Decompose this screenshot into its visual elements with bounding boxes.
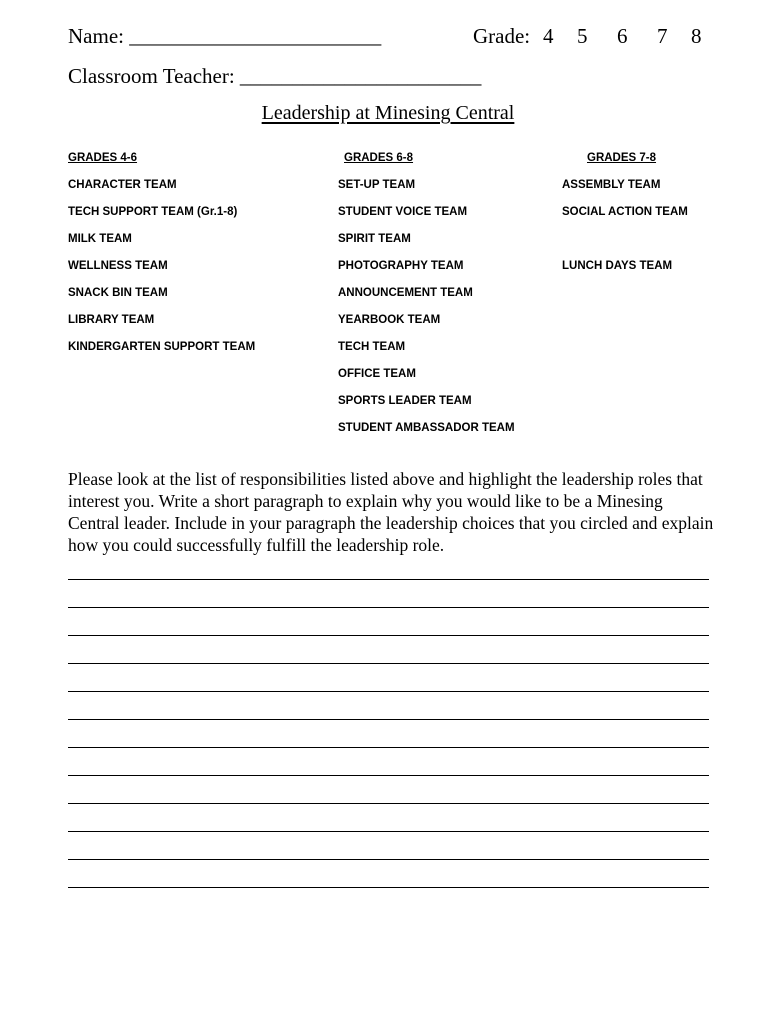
team-item[interactable]: OFFICE TEAM [338,368,416,380]
writing-line[interactable] [68,859,709,860]
page-title: Leadership at Minesing Central [261,102,515,124]
writing-line[interactable] [68,663,709,664]
team-item[interactable]: WELLNESS TEAM [68,260,168,272]
team-item[interactable]: ANNOUNCEMENT TEAM [338,287,473,299]
column-heading-grades-6-8: GRADES 6-8 [344,152,414,164]
grade-option-6[interactable]: 6 [617,24,628,48]
grade-option-8[interactable]: 8 [691,24,702,48]
column-heading-grades-7-8: GRADES 7-8 [587,152,657,164]
team-item[interactable]: CHARACTER TEAM [68,179,177,191]
team-item[interactable]: SOCIAL ACTION TEAM [562,206,688,218]
writing-line[interactable] [68,635,709,636]
writing-line[interactable] [68,719,709,720]
team-item[interactable]: LIBRARY TEAM [68,314,155,326]
grade-option-7[interactable]: 7 [657,24,668,48]
writing-line[interactable] [68,579,709,580]
team-item[interactable]: ASSEMBLY TEAM [562,179,661,191]
team-item[interactable]: STUDENT VOICE TEAM [338,206,468,218]
team-item[interactable]: YEARBOOK TEAM [338,314,441,326]
team-item[interactable]: LUNCH DAYS TEAM [562,260,673,272]
column-heading-grades-4-6: GRADES 4-6 [68,152,138,164]
grade-option-5[interactable]: 5 [577,24,588,48]
team-item[interactable]: SPORTS LEADER TEAM [338,395,472,407]
team-item[interactable]: SNACK BIN TEAM [68,287,168,299]
grade-option-4[interactable]: 4 [543,24,554,48]
team-item[interactable]: SET-UP TEAM [338,179,416,191]
team-item[interactable]: PHOTOGRAPHY TEAM [338,260,464,272]
team-item[interactable]: MILK TEAM [68,233,132,245]
writing-line[interactable] [68,775,709,776]
writing-line[interactable] [68,831,709,832]
teacher-field-label[interactable]: Classroom Teacher: _______________________ [68,64,482,88]
grade-label: Grade: [473,24,531,48]
team-item[interactable]: STUDENT AMBASSADOR TEAM [338,422,515,434]
team-item[interactable]: TECH SUPPORT TEAM (Gr.1-8) [68,206,238,218]
team-item[interactable]: KINDERGARTEN SUPPORT TEAM [68,341,256,353]
instructions-paragraph: Please look at the list of responsibilities listed above and highlight the leadership roles that interest you. Write a short paragraph to explain why you would like to be a Minesing Central leader. Include in your paragraph the leadership choices that you circled and explain how you could successfully fulfill the leadership role. [68,469,714,555]
writing-line[interactable] [68,803,709,804]
writing-line[interactable] [68,607,709,608]
writing-line[interactable] [68,747,709,748]
writing-line[interactable] [68,691,709,692]
writing-line[interactable] [68,887,709,888]
team-item[interactable]: SPIRIT TEAM [338,233,411,245]
team-item[interactable]: TECH TEAM [338,341,406,353]
name-field-label[interactable]: Name: ________________________ [68,24,382,48]
